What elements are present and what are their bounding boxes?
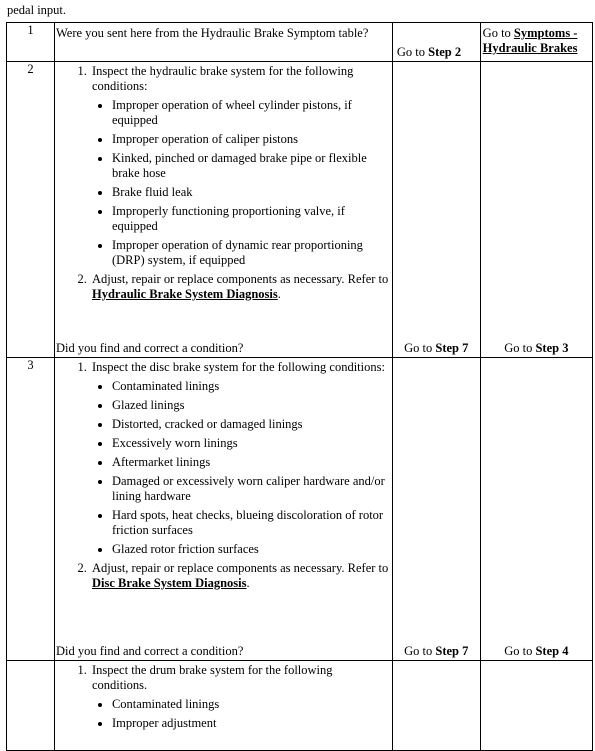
condition-list — [92, 379, 390, 557]
question-text: Were you sent here from the Hydraulic Brake Symptom table? — [55, 26, 369, 40]
condition-item: • Improper adjustment — [112, 716, 390, 731]
action-cell — [54, 661, 392, 751]
disc-brake-system-diagnosis-link[interactable]: Disc Brake System Diagnosis — [91, 576, 247, 590]
no-result: Go to Step 4 — [504, 644, 569, 658]
condition-item: • Improper operation of dynamic rear proportioning (DRP) system, if equipped — [112, 238, 390, 268]
condition-list — [92, 697, 390, 731]
step-number: 1 — [7, 23, 55, 62]
instruction-item: 2. Adjust, repair or replace components as necessary. Refer to Hydraulic Brake System Diagnosis. — [90, 272, 390, 302]
no-cell — [480, 23, 592, 62]
instruction-list — [56, 360, 390, 591]
table-row-step-4 — [7, 661, 593, 751]
question-text: Did you find and correct a condition? — [55, 644, 244, 658]
action-cell — [54, 358, 392, 661]
instruction-list — [56, 663, 390, 731]
condition-item: • Improper operation of wheel cylinder pistons, if equipped — [112, 98, 390, 128]
yes-cell — [392, 23, 480, 62]
symptoms-hydraulic-brakes-link[interactable]: Symptoms - Hydraulic Brakes — [482, 26, 578, 55]
condition-item: • Contaminated linings — [112, 697, 390, 712]
continued-text: pedal input. — [7, 3, 67, 17]
condition-item: • Brake fluid leak — [112, 185, 390, 200]
condition-item: • Contaminated linings — [112, 379, 390, 394]
condition-item: • Aftermarket linings — [112, 455, 390, 470]
table-row-step-2 — [7, 62, 593, 358]
condition-item: • Distorted, cracked or damaged linings — [112, 417, 390, 432]
condition-item: • Hard spots, heat checks, blueing discoloration of rotor friction surfaces — [112, 508, 390, 538]
table-row-step-1 — [7, 23, 593, 62]
condition-list — [92, 98, 390, 268]
condition-item: • Damaged or excessively worn caliper hardware and/or lining hardware — [112, 474, 390, 504]
condition-item: • Excessively worn linings — [112, 436, 390, 451]
condition-item: • Improperly functioning proportioning valve, if equipped — [112, 204, 390, 234]
action-cell — [54, 23, 392, 62]
no-result: Go to Step 3 — [504, 341, 569, 355]
action-cell — [54, 62, 392, 358]
condition-item: • Improper operation of caliper pistons — [112, 132, 390, 147]
instruction-item: 2. Adjust, repair or replace components as necessary. Refer to Disc Brake System Diagnosis. — [90, 561, 390, 591]
document-page — [6, 0, 593, 746]
no-result: Go to Symptoms - Hydraulic Brakes — [482, 26, 578, 55]
yes-cell — [392, 62, 480, 358]
yes-cell — [392, 358, 480, 661]
no-cell — [480, 62, 592, 358]
diagnostic-table — [6, 22, 593, 751]
yes-cell — [392, 661, 480, 751]
hydraulic-brake-system-diagnosis-link[interactable]: Hydraulic Brake System Diagnosis — [91, 287, 278, 301]
yes-result: Go to Step 7 — [404, 644, 469, 658]
step-number: 2 — [7, 62, 55, 358]
condition-item: • Glazed rotor friction surfaces — [112, 542, 390, 557]
table-row-step-3 — [7, 358, 593, 661]
instruction-list — [56, 64, 390, 302]
instruction-item: 1. Inspect the drum brake system for the following conditions. • Contaminated linings • Improper adjustment — [90, 663, 390, 731]
condition-item: • Glazed linings — [112, 398, 390, 413]
yes-result: Go to Step 7 — [404, 341, 469, 355]
no-cell — [480, 661, 592, 751]
instruction-item: 1. Inspect the disc brake system for the following conditions: • Contaminated linings • Glazed linings • Distorted, cracked or damaged linings • Excessively worn linings • Aftermarket linings • Damaged or excessively worn caliper hardware and/or lining hardware • Hard spots, heat checks, blueing discoloration of rotor friction surfaces • Glazed rotor friction surfaces — [90, 360, 390, 557]
question-text: Did you find and correct a condition? — [55, 341, 244, 355]
step-number — [7, 661, 55, 751]
step-number: 3 — [7, 358, 55, 661]
yes-result: Go to Step 2 — [396, 45, 462, 59]
instruction-item: 1. Inspect the hydraulic brake system for the following conditions: • Improper operation of wheel cylinder pistons, if equipped • Improper operation of caliper pistons • Kinked, pinched or damaged brake pipe or flexible brake hose • Brake fluid leak • Improperly functioning proportioning valve, if equipped • Improper operation of dynamic rear proportioning (DRP) system, if equipped — [90, 64, 390, 268]
condition-item: • Kinked, pinched or damaged brake pipe or flexible brake hose — [112, 151, 390, 181]
no-cell — [480, 358, 592, 661]
